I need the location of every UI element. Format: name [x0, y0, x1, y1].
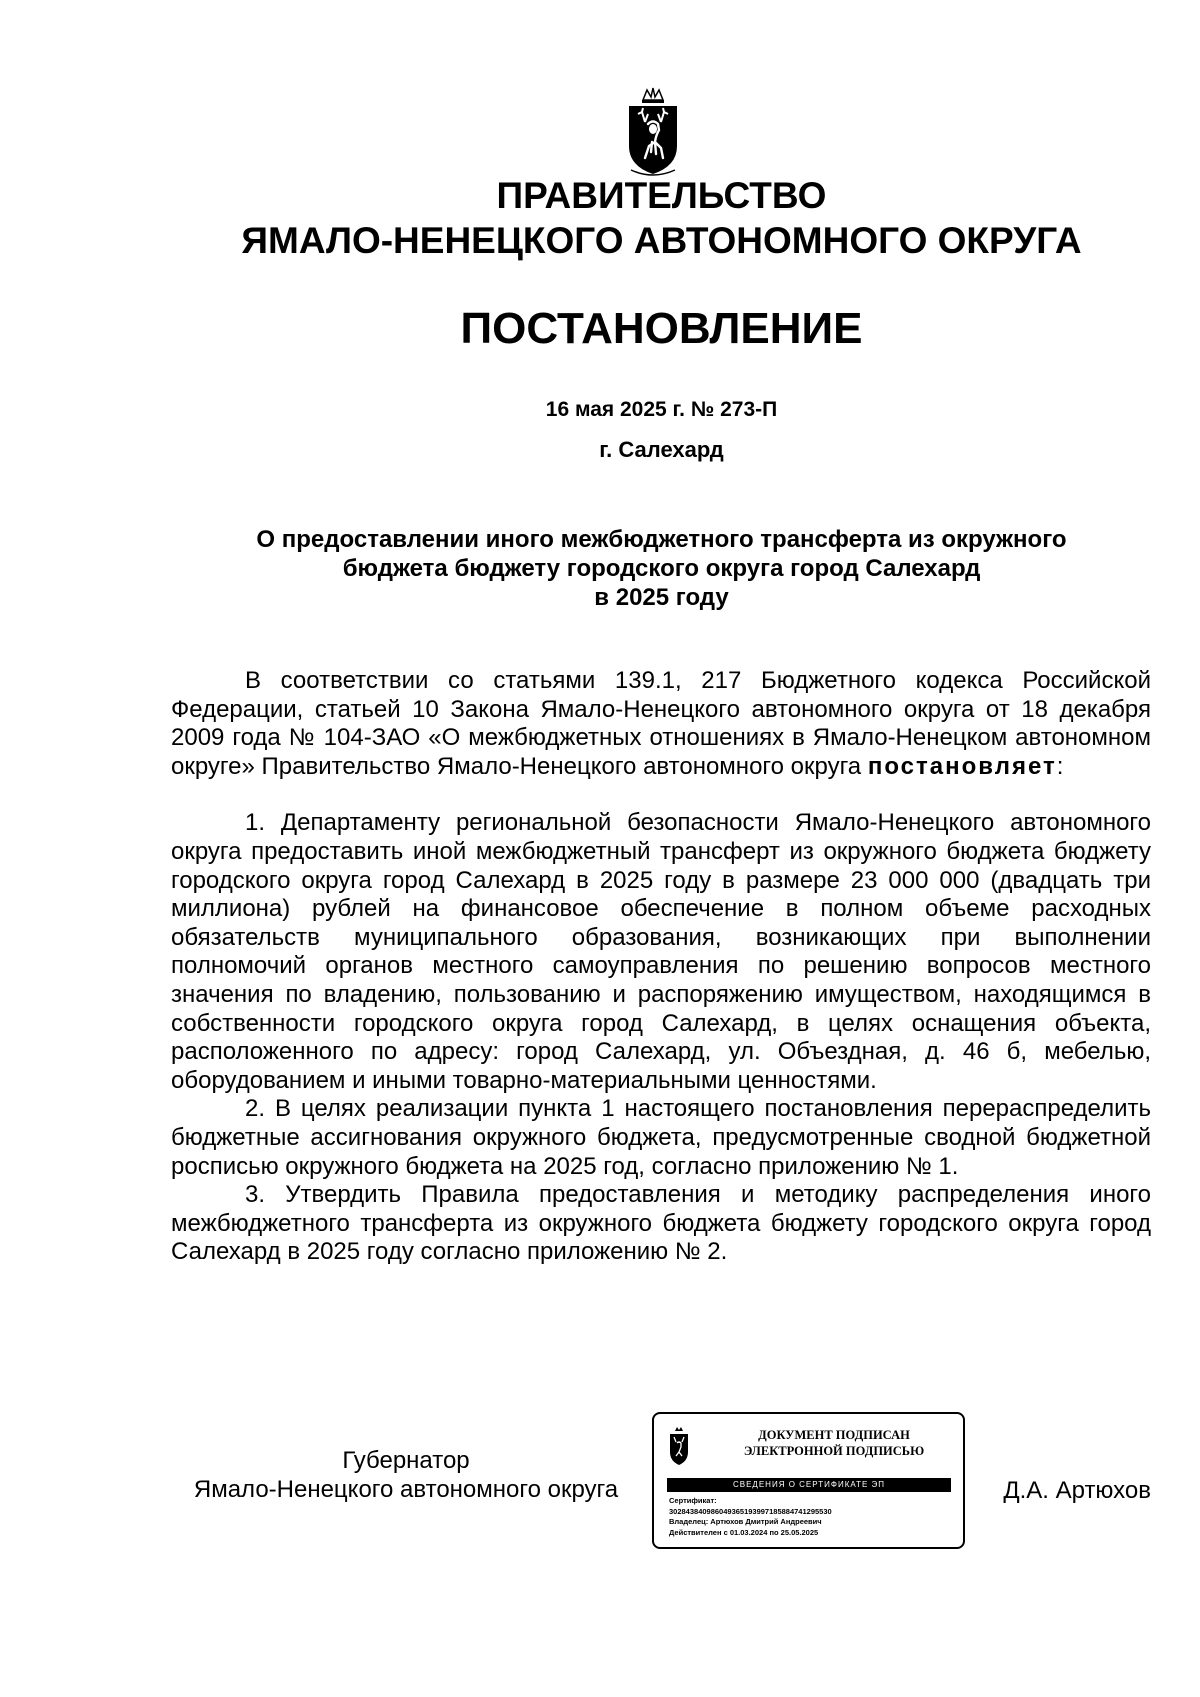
stamp-certificate-bar: СВЕДЕНИЯ О СЕРТИФИКАТЕ ЭП — [667, 1478, 951, 1492]
document-body — [171, 667, 1151, 1267]
stamp-cert-label: Сертификат: — [669, 1496, 717, 1505]
electronic-signature-stamp — [652, 1412, 965, 1549]
signatory-title — [171, 1446, 641, 1504]
government-title-line2: ЯМАЛО-НЕНЕЦКОГО АВТОНОМНОГО ОКРУГА — [241, 220, 1082, 261]
subject-line: бюджета бюджету городского округа город Салехард — [342, 555, 981, 582]
paragraph-item-2: 2. В целях реализации пункта 1 настоящего постановления перераспределить бюджетные ассигнования окружного бюджета, предусмотренные сводной бюджетной росписью окружного бюджета на 2025 год, согласно приложению № 1. — [171, 1095, 1151, 1180]
stamp-owner: Владелец: Артюхов Дмитрий Андреевич — [669, 1517, 822, 1526]
stamp-cert-number: 302843840986049365193997185884741295530 — [669, 1506, 832, 1516]
signatory-name: Д.А. Артюхов — [1003, 1477, 1151, 1504]
stamp-heading-line: ДОКУМЕНТ ПОДПИСАН — [758, 1428, 910, 1442]
stamp-heading-line: ЭЛЕКТРОННОЙ ПОДПИСЬЮ — [743, 1444, 925, 1458]
signatory-title-line: Губернатор — [342, 1447, 470, 1474]
paragraph-item-1: 1. Департаменту региональной безопасности Ямало-Ненецкого автономного округа предоставить иной межбюджетный трансферт из окружного бюджета бюджету городского округа город Салехард в 2025 году в размере 23 000 000 (двадцать три миллиона) рублей на финансовое обеспечение в полном объеме расходных обязательств муниципального образования, возникающих при выполнении полномочий органов местного самоуправления по решению вопросов местного значения по владению, пользованию и распоряжению имуществом, находящимся в собственности городского округа город Салехард, в целях оснащения объекта, расположенного по адресу: город Салехард, ул. Объездная, д. 46 б, мебелью, оборудованием и иными товарно-материальными ценностями. — [171, 809, 1151, 1094]
document-type-heading: ПОСТАНОВЛЕНИЕ — [460, 304, 863, 353]
decree-word: постановляет — [867, 752, 1057, 780]
government-title-line1: ПРАВИТЕЛЬСТВО — [496, 175, 827, 216]
decree-colon: : — [1056, 752, 1064, 780]
stamp-coat-of-arms-icon — [668, 1426, 690, 1466]
subject-line: в 2025 году — [594, 584, 729, 611]
stamp-validity: Действителен с 01.03.2024 по 25.05.2025 — [669, 1527, 819, 1537]
stamp-certificate-info — [669, 1496, 959, 1538]
coat-of-arms-icon — [625, 86, 681, 178]
document-date-number: 16 мая 2025 г. № 273-П — [545, 398, 778, 421]
preamble-text: В соответствии со статьями 139.1, 217 Бюджетного кодекса Российской Федерации, статьей 10 Закона Ямало-Ненецкого автономного округа от 18 декабря 2009 года № 104-ЗАО «О межбюджетных отношениях в Ямало-Ненецком автономном округе» Правительство Ямало-Ненецкого автономного округа — [171, 667, 1151, 780]
document-subject — [170, 525, 1153, 612]
signatory-title-line: Ямало-Ненецкого автономного округа — [193, 1476, 619, 1503]
stamp-heading — [710, 1427, 958, 1459]
document-city: г. Салехард — [599, 437, 724, 462]
preamble-paragraph — [171, 667, 1151, 781]
subject-line: О предоставлении иного межбюджетного трансферта из окружного — [256, 526, 1067, 553]
paragraph-item-3: 3. Утвердить Правила предоставления и методику распределения иного межбюджетного трансферта из окружного бюджета бюджету городского округа город Салехард в 2025 году согласно приложению № 2. — [171, 1181, 1151, 1266]
